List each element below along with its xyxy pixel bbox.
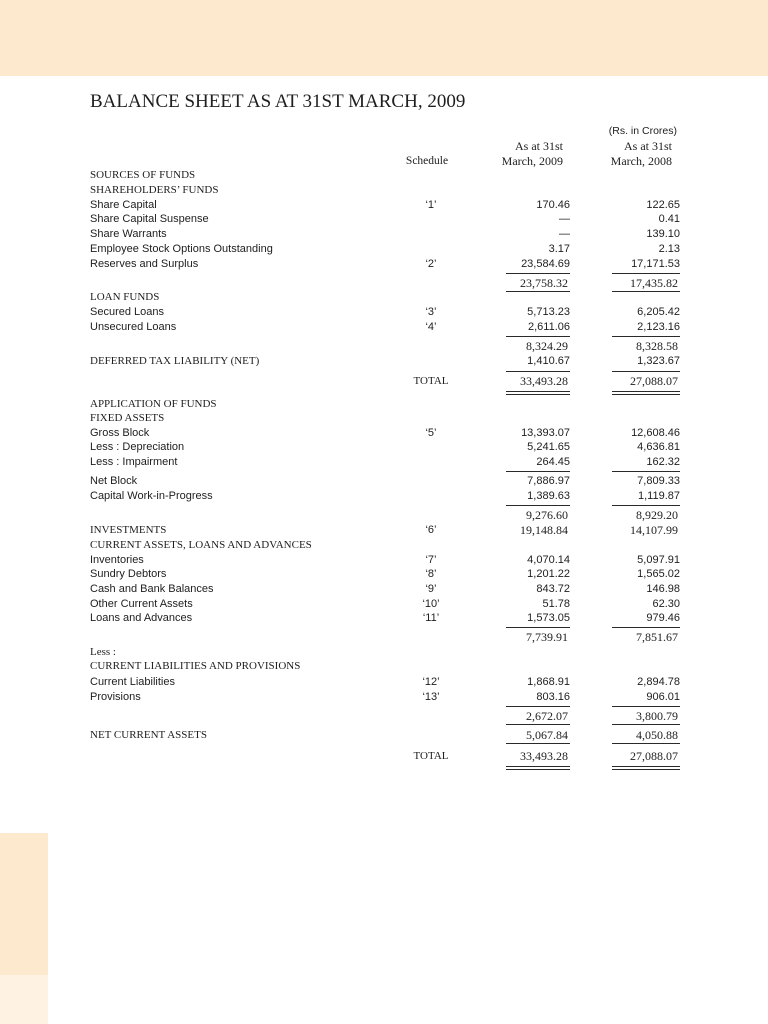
schedule-ref: ‘1’ — [425, 199, 437, 211]
line-item-label: NET CURRENT ASSETS — [90, 729, 207, 741]
line-item-label: Sundry Debtors — [90, 568, 167, 580]
row-shareholders-subtotal — [0, 276, 768, 290]
row-current-liabilities-subtotal — [0, 709, 768, 723]
subtotal-2009: 8,324.29 — [506, 339, 570, 353]
subtotal-2009: 7,739.91 — [506, 630, 570, 644]
value-2009: 170.46 — [536, 199, 570, 211]
value-2009: 264.45 — [536, 456, 570, 468]
row-application-heading — [0, 397, 768, 411]
subtotal-2009: 9,276.60 — [506, 508, 570, 522]
value-2008: 12,608.46 — [631, 427, 680, 439]
row-current-assets-subtotal — [0, 630, 768, 644]
total-2008: 27,088.07 — [612, 749, 680, 763]
value-2009: 5,241.65 — [527, 441, 570, 453]
value-2008: 2,894.78 — [637, 676, 680, 688]
line-item-label: Provisions — [90, 691, 141, 703]
total-2008: 27,088.07 — [612, 374, 680, 388]
line-item-label: Capital Work-in-Progress — [90, 490, 213, 502]
value-2008: 7,809.33 — [612, 474, 680, 488]
subsection-heading: CURRENT ASSETS, LOANS AND ADVANCES — [90, 539, 312, 551]
line-item-label: Share Warrants — [90, 228, 167, 240]
subsection-heading: SHAREHOLDERS’ FUNDS — [90, 184, 219, 196]
subtotal-2008: 8,328.58 — [612, 339, 680, 353]
row-sundry-debtors — [0, 567, 768, 581]
value-2009: 1,410.67 — [527, 355, 570, 367]
value-2009: 7,886.97 — [506, 474, 570, 488]
schedule-ref: ‘4’ — [425, 321, 437, 333]
row-deferred-tax — [0, 354, 768, 368]
row-reserves-surplus — [0, 257, 768, 271]
subtotal-2009: 23,758.32 — [506, 276, 570, 290]
row-fixed-assets-subtotal — [0, 508, 768, 522]
value-2009: 23,584.69 — [521, 258, 570, 270]
side-tab-lower — [0, 975, 48, 1024]
row-application-total — [0, 749, 768, 763]
value-2008: 1,119.87 — [637, 490, 680, 502]
row-unsecured-loans — [0, 320, 768, 334]
value-2008: 1,565.02 — [637, 568, 680, 580]
row-sources-total — [0, 374, 768, 388]
row-cash-bank — [0, 582, 768, 596]
page-title: BALANCE SHEET AS AT 31ST MARCH, 2009 — [90, 91, 466, 112]
value-2009: 1,868.91 — [527, 676, 570, 688]
value-2009: — — [559, 213, 570, 225]
schedule-ref: ‘10’ — [422, 598, 440, 610]
schedule-ref: ‘8’ — [425, 568, 437, 580]
row-share-warrants — [0, 227, 768, 241]
row-current-liabilities-heading — [0, 659, 768, 673]
schedule-ref: ‘2’ — [425, 258, 437, 270]
subtotal-2008: 17,435.82 — [612, 276, 680, 290]
value-2009: 1,389.63 — [527, 490, 570, 502]
line-item-label: Share Capital — [90, 199, 157, 211]
row-impairment — [0, 455, 768, 469]
schedule-ref: ‘12’ — [422, 676, 440, 688]
header-band — [0, 0, 768, 76]
schedule-ref: ‘11’ — [422, 612, 440, 624]
value-2008: 906.01 — [646, 691, 680, 703]
subtotal-2009: 2,672.07 — [506, 709, 570, 723]
line-item-label: Reserves and Surplus — [90, 258, 199, 270]
col-2009-heading-line1: As at 31st — [515, 139, 563, 153]
value-2009: 51.78 — [542, 598, 570, 610]
col-2008-heading-line1: As at 31st — [624, 139, 672, 153]
line-item-label: Less : Depreciation — [90, 441, 185, 453]
row-loans-advances — [0, 611, 768, 625]
value-2009: 1,573.05 — [527, 612, 570, 624]
value-2008: 979.46 — [646, 612, 680, 624]
value-2009: 5,713.23 — [527, 306, 570, 318]
row-loan-funds-heading — [0, 290, 768, 304]
total-2009: 33,493.28 — [506, 374, 570, 388]
value-2008: 62.30 — [652, 598, 680, 610]
row-current-liabilities — [0, 675, 768, 689]
value-2009: 3.17 — [548, 243, 570, 255]
section-heading: APPLICATION OF FUNDS — [90, 398, 217, 410]
col-schedule-heading: Schedule — [405, 155, 449, 167]
less-label: Less : — [90, 646, 116, 658]
value-2009: 1,201.22 — [527, 568, 570, 580]
value-2008: 0.41 — [658, 213, 680, 225]
row-inventories — [0, 553, 768, 567]
value-2009: 13,393.07 — [521, 427, 570, 439]
row-investments — [0, 523, 768, 537]
line-item-label: INVESTMENTS — [90, 524, 167, 536]
line-item-label: Current Liabilities — [90, 676, 175, 688]
line-item-label: Cash and Bank Balances — [90, 583, 214, 595]
row-other-current-assets — [0, 597, 768, 611]
value-2008: 139.10 — [646, 228, 680, 240]
value-2008: 162.32 — [646, 456, 680, 468]
row-shareholders-heading — [0, 183, 768, 197]
line-item-label: Other Current Assets — [90, 598, 193, 610]
value-2008: 2,123.16 — [637, 321, 680, 333]
line-item-label: DEFERRED TAX LIABILITY (NET) — [90, 355, 260, 367]
total-2009: 33,493.28 — [506, 749, 570, 763]
value-2009: 5,067.84 — [506, 728, 570, 742]
subtotal-2008: 8,929.20 — [612, 508, 680, 522]
total-label: TOTAL — [413, 750, 449, 762]
value-2008: 1,323.67 — [637, 355, 680, 367]
value-2008: 5,097.91 — [637, 554, 680, 566]
value-2009: 19,148.84 — [520, 523, 568, 537]
line-item-label: Gross Block — [90, 427, 150, 439]
value-2008: 4,050.88 — [612, 728, 680, 742]
value-2008: 6,205.42 — [637, 306, 680, 318]
row-fixed-assets-heading — [0, 411, 768, 425]
col-2009-heading-line2: March, 2009 — [501, 154, 563, 168]
col-2008-heading-line2: March, 2008 — [610, 154, 672, 168]
row-loan-funds-subtotal — [0, 339, 768, 353]
value-2009: 803.16 — [536, 691, 570, 703]
line-item-label: Inventories — [90, 554, 144, 566]
value-2009: — — [559, 228, 570, 240]
value-2008: 17,171.53 — [631, 258, 680, 270]
line-item-label: Net Block — [90, 475, 138, 487]
section-heading: SOURCES OF FUNDS — [90, 169, 196, 181]
value-2009: 2,611.06 — [527, 321, 570, 333]
row-sources-heading — [0, 168, 768, 182]
schedule-ref: ‘6’ — [425, 524, 437, 536]
row-net-block — [0, 474, 768, 488]
row-provisions — [0, 690, 768, 704]
line-item-label: Secured Loans — [90, 306, 164, 318]
units-note: (Rs. in Crores) — [608, 125, 677, 137]
schedule-ref: ‘13’ — [422, 691, 440, 703]
row-current-assets-heading — [0, 538, 768, 552]
row-share-capital-suspense — [0, 212, 768, 226]
subsection-heading: CURRENT LIABILITIES AND PROVISIONS — [90, 660, 301, 672]
subsection-heading: LOAN FUNDS — [90, 291, 160, 303]
value-2008: 2.13 — [658, 243, 680, 255]
row-capital-wip — [0, 489, 768, 503]
value-2008: 14,107.99 — [630, 523, 678, 537]
row-share-capital — [0, 198, 768, 212]
line-item-label: Loans and Advances — [90, 612, 193, 624]
row-employee-stock-options — [0, 242, 768, 256]
value-2009: 843.72 — [536, 583, 570, 595]
value-2009: 4,070.14 — [527, 554, 570, 566]
schedule-ref: ‘7’ — [425, 554, 437, 566]
subtotal-2008: 7,851.67 — [612, 630, 680, 644]
line-item-label: Less : Impairment — [90, 456, 178, 468]
value-2008: 122.65 — [646, 199, 680, 211]
subsection-heading: FIXED ASSETS — [90, 412, 165, 424]
row-less-prefix — [0, 645, 768, 659]
value-2008: 4,636.81 — [637, 441, 680, 453]
row-gross-block — [0, 426, 768, 440]
subtotal-2008: 3,800.79 — [612, 709, 680, 723]
line-item-label: Employee Stock Options Outstanding — [90, 243, 273, 255]
line-item-label: Share Capital Suspense — [90, 213, 209, 225]
total-label: TOTAL — [413, 375, 449, 387]
row-secured-loans — [0, 305, 768, 319]
row-depreciation — [0, 440, 768, 454]
schedule-ref: ‘9’ — [425, 583, 437, 595]
schedule-ref: ‘5’ — [425, 427, 437, 439]
row-net-current-assets — [0, 728, 768, 742]
value-2008: 146.98 — [646, 583, 680, 595]
side-tab — [0, 833, 48, 975]
schedule-ref: ‘3’ — [425, 306, 437, 318]
line-item-label: Unsecured Loans — [90, 321, 177, 333]
